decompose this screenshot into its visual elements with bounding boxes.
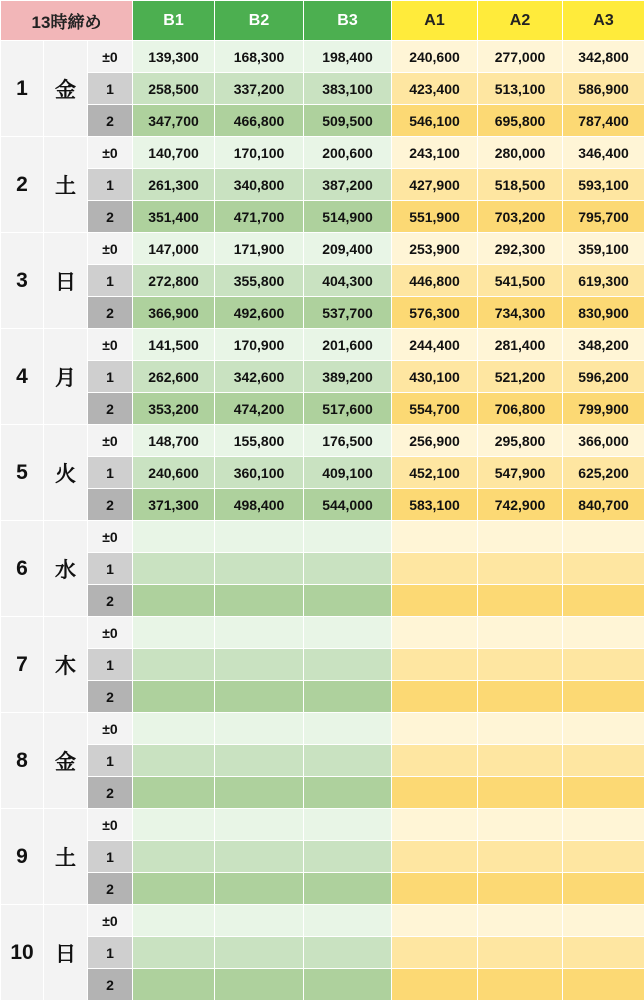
price-cell-a1 — [392, 969, 478, 1001]
price-cell-b1 — [133, 937, 215, 969]
level-label: ±0 — [88, 617, 133, 649]
price-cell-a3 — [563, 745, 644, 777]
price-cell-b2: 474,200 — [215, 393, 304, 425]
price-cell-b2: 492,600 — [215, 297, 304, 329]
price-cell-a1: 256,900 — [392, 425, 478, 457]
price-cell-a3: 586,900 — [563, 73, 644, 105]
table-row — [1, 425, 644, 457]
price-cell-a1: 583,100 — [392, 489, 478, 521]
day-number: 10 — [1, 905, 44, 1001]
price-cell-a2 — [478, 873, 563, 905]
price-cell-a2 — [478, 681, 563, 713]
price-cell-a2 — [478, 969, 563, 1001]
price-cell-a3: 342,800 — [563, 41, 644, 73]
price-cell-b3 — [304, 937, 392, 969]
level-label: 2 — [88, 297, 133, 329]
price-cell-b1 — [133, 553, 215, 585]
price-cell-a2: 547,900 — [478, 457, 563, 489]
table-row — [1, 297, 644, 329]
price-cell-a2: 541,500 — [478, 265, 563, 297]
price-cell-b3 — [304, 617, 392, 649]
level-label: 2 — [88, 777, 133, 809]
price-cell-b2: 360,100 — [215, 457, 304, 489]
table-row — [1, 457, 644, 489]
price-cell-b1 — [133, 873, 215, 905]
column-header-a3: A3 — [563, 1, 644, 41]
table-row — [1, 937, 644, 969]
price-cell-b3: 198,400 — [304, 41, 392, 73]
price-cell-b2: 168,300 — [215, 41, 304, 73]
price-cell-b1: 272,800 — [133, 265, 215, 297]
price-cell-a2 — [478, 521, 563, 553]
day-weekday: 水 — [44, 521, 88, 617]
table-row — [1, 713, 644, 745]
day-weekday: 土 — [44, 137, 88, 233]
price-cell-a3 — [563, 969, 644, 1001]
price-cell-b1: 347,700 — [133, 105, 215, 137]
price-cell-b1 — [133, 841, 215, 873]
price-cell-a2 — [478, 585, 563, 617]
level-label: 1 — [88, 457, 133, 489]
price-cell-a1 — [392, 649, 478, 681]
price-cell-a3 — [563, 937, 644, 969]
price-cell-b3: 209,400 — [304, 233, 392, 265]
price-cell-b1: 147,000 — [133, 233, 215, 265]
price-cell-b3 — [304, 873, 392, 905]
price-cell-a1 — [392, 873, 478, 905]
level-label: ±0 — [88, 809, 133, 841]
price-cell-b3: 176,500 — [304, 425, 392, 457]
price-cell-b3: 200,600 — [304, 137, 392, 169]
price-cell-b3 — [304, 553, 392, 585]
table-row — [1, 329, 644, 361]
price-cell-b1: 258,500 — [133, 73, 215, 105]
day-weekday: 火 — [44, 425, 88, 521]
price-cell-a1: 244,400 — [392, 329, 478, 361]
price-cell-a2: 292,300 — [478, 233, 563, 265]
price-cell-b2 — [215, 777, 304, 809]
day-number: 6 — [1, 521, 44, 617]
price-cell-b2 — [215, 649, 304, 681]
price-cell-a2: 295,800 — [478, 425, 563, 457]
price-cell-a1: 243,100 — [392, 137, 478, 169]
price-cell-a3: 359,100 — [563, 233, 644, 265]
price-cell-b3: 514,900 — [304, 201, 392, 233]
price-cell-b2: 155,800 — [215, 425, 304, 457]
table-row — [1, 105, 644, 137]
price-cell-b2 — [215, 745, 304, 777]
level-label: 1 — [88, 937, 133, 969]
price-cell-a3: 593,100 — [563, 169, 644, 201]
price-cell-b1: 240,600 — [133, 457, 215, 489]
table-row — [1, 265, 644, 297]
level-label: 2 — [88, 393, 133, 425]
level-label: 2 — [88, 489, 133, 521]
price-cell-a1: 546,100 — [392, 105, 478, 137]
price-cell-b2: 466,800 — [215, 105, 304, 137]
price-cell-a1: 576,300 — [392, 297, 478, 329]
level-label: ±0 — [88, 905, 133, 937]
day-number: 4 — [1, 329, 44, 425]
day-number: 1 — [1, 41, 44, 137]
price-cell-b2: 355,800 — [215, 265, 304, 297]
price-cell-b3 — [304, 745, 392, 777]
price-cell-a1: 446,800 — [392, 265, 478, 297]
price-cell-b2 — [215, 585, 304, 617]
table-row — [1, 809, 644, 841]
level-label: 2 — [88, 585, 133, 617]
level-label: ±0 — [88, 137, 133, 169]
price-cell-b2 — [215, 873, 304, 905]
level-label: 1 — [88, 361, 133, 393]
price-cell-b3: 409,100 — [304, 457, 392, 489]
price-cell-b2: 171,900 — [215, 233, 304, 265]
price-cell-a3: 799,900 — [563, 393, 644, 425]
price-cell-a2 — [478, 713, 563, 745]
price-cell-a1 — [392, 905, 478, 937]
price-cell-a3 — [563, 905, 644, 937]
price-cell-b3: 509,500 — [304, 105, 392, 137]
price-cell-b1 — [133, 617, 215, 649]
price-cell-b2 — [215, 521, 304, 553]
price-cell-b3 — [304, 905, 392, 937]
price-cell-a2 — [478, 777, 563, 809]
day-number: 5 — [1, 425, 44, 521]
price-cell-b2 — [215, 841, 304, 873]
day-number: 2 — [1, 137, 44, 233]
price-cell-b1: 140,700 — [133, 137, 215, 169]
level-label: 1 — [88, 169, 133, 201]
price-cell-b3: 517,600 — [304, 393, 392, 425]
price-cell-b1: 351,400 — [133, 201, 215, 233]
price-cell-b3: 404,300 — [304, 265, 392, 297]
price-cell-a1: 253,900 — [392, 233, 478, 265]
price-cell-b1: 141,500 — [133, 329, 215, 361]
price-cell-b1 — [133, 905, 215, 937]
price-cell-b3: 389,200 — [304, 361, 392, 393]
price-cell-a2: 706,800 — [478, 393, 563, 425]
price-cell-a3: 787,400 — [563, 105, 644, 137]
price-cell-b2 — [215, 681, 304, 713]
price-cell-b1: 262,600 — [133, 361, 215, 393]
table-row — [1, 521, 644, 553]
price-cell-b3 — [304, 649, 392, 681]
level-label: 1 — [88, 745, 133, 777]
price-cell-b2: 498,400 — [215, 489, 304, 521]
price-cell-b2 — [215, 617, 304, 649]
price-cell-b1 — [133, 521, 215, 553]
level-label: 2 — [88, 105, 133, 137]
price-cell-b3 — [304, 585, 392, 617]
price-cell-b3: 544,000 — [304, 489, 392, 521]
table-row — [1, 649, 644, 681]
price-cell-a1 — [392, 809, 478, 841]
price-cell-b2 — [215, 553, 304, 585]
price-cell-b2: 337,200 — [215, 73, 304, 105]
price-cell-a3: 348,200 — [563, 329, 644, 361]
price-cell-a1: 452,100 — [392, 457, 478, 489]
price-cell-a2: 521,200 — [478, 361, 563, 393]
day-number: 8 — [1, 713, 44, 809]
price-cell-a3: 795,700 — [563, 201, 644, 233]
table-row — [1, 169, 644, 201]
price-cell-a3 — [563, 585, 644, 617]
price-cell-b2: 471,700 — [215, 201, 304, 233]
price-cell-b3 — [304, 841, 392, 873]
day-weekday: 日 — [44, 233, 88, 329]
price-cell-a2 — [478, 745, 563, 777]
table-row — [1, 361, 644, 393]
price-cell-a1: 554,700 — [392, 393, 478, 425]
column-header-a1: A1 — [392, 1, 478, 41]
price-cell-b2: 170,900 — [215, 329, 304, 361]
table-row — [1, 489, 644, 521]
price-cell-b1: 139,300 — [133, 41, 215, 73]
price-cell-b1 — [133, 681, 215, 713]
price-cell-b1 — [133, 585, 215, 617]
table-title: 13時締め — [1, 1, 133, 41]
price-cell-b2 — [215, 905, 304, 937]
table-row — [1, 617, 644, 649]
price-cell-a1 — [392, 777, 478, 809]
table-row — [1, 905, 644, 937]
price-cell-b3 — [304, 713, 392, 745]
day-weekday: 金 — [44, 41, 88, 137]
price-cell-a3: 840,700 — [563, 489, 644, 521]
price-cell-b1 — [133, 809, 215, 841]
price-cell-a2: 518,500 — [478, 169, 563, 201]
price-cell-a3: 830,900 — [563, 297, 644, 329]
price-cell-a3 — [563, 521, 644, 553]
table-row — [1, 841, 644, 873]
table-row — [1, 393, 644, 425]
price-cell-a3: 619,300 — [563, 265, 644, 297]
price-cell-a2: 742,900 — [478, 489, 563, 521]
price-cell-a1 — [392, 553, 478, 585]
level-label: 1 — [88, 73, 133, 105]
price-cell-b3 — [304, 809, 392, 841]
price-cell-a1: 427,900 — [392, 169, 478, 201]
column-header-a2: A2 — [478, 1, 563, 41]
day-number: 9 — [1, 809, 44, 905]
column-header-b3: B3 — [304, 1, 392, 41]
table-row — [1, 969, 644, 1001]
table-row — [1, 233, 644, 265]
level-label: 1 — [88, 553, 133, 585]
price-cell-b3 — [304, 681, 392, 713]
price-cell-a2 — [478, 841, 563, 873]
price-cell-a1: 240,600 — [392, 41, 478, 73]
price-cell-a1 — [392, 585, 478, 617]
table-row — [1, 873, 644, 905]
price-cell-b1: 366,900 — [133, 297, 215, 329]
price-cell-b2 — [215, 809, 304, 841]
header-row — [1, 1, 644, 41]
price-cell-a2: 277,000 — [478, 41, 563, 73]
price-cell-a2 — [478, 553, 563, 585]
day-weekday: 土 — [44, 809, 88, 905]
table-row — [1, 777, 644, 809]
price-cell-a1 — [392, 681, 478, 713]
price-cell-b3 — [304, 969, 392, 1001]
price-cell-a3: 625,200 — [563, 457, 644, 489]
level-label: ±0 — [88, 329, 133, 361]
price-cell-a3 — [563, 681, 644, 713]
day-weekday: 月 — [44, 329, 88, 425]
price-cell-b1: 261,300 — [133, 169, 215, 201]
price-cell-a2: 280,000 — [478, 137, 563, 169]
price-cell-a1 — [392, 841, 478, 873]
level-label: ±0 — [88, 521, 133, 553]
price-cell-b1: 148,700 — [133, 425, 215, 457]
price-cell-b3: 383,100 — [304, 73, 392, 105]
column-header-b2: B2 — [215, 1, 304, 41]
level-label: ±0 — [88, 713, 133, 745]
price-cell-a3 — [563, 873, 644, 905]
price-cell-a2 — [478, 937, 563, 969]
price-cell-a3 — [563, 553, 644, 585]
price-cell-b3: 537,700 — [304, 297, 392, 329]
price-cell-b1: 371,300 — [133, 489, 215, 521]
price-cell-b2: 342,600 — [215, 361, 304, 393]
level-label: 1 — [88, 649, 133, 681]
price-cell-b2 — [215, 713, 304, 745]
price-cell-a1 — [392, 745, 478, 777]
price-cell-a2: 734,300 — [478, 297, 563, 329]
day-weekday: 木 — [44, 617, 88, 713]
price-cell-a2 — [478, 809, 563, 841]
level-label: 2 — [88, 969, 133, 1001]
column-header-b1: B1 — [133, 1, 215, 41]
price-cell-a1 — [392, 937, 478, 969]
price-cell-b2: 170,100 — [215, 137, 304, 169]
price-cell-a3 — [563, 617, 644, 649]
price-cell-b3: 201,600 — [304, 329, 392, 361]
price-cell-a1: 551,900 — [392, 201, 478, 233]
table-row — [1, 137, 644, 169]
price-cell-a2 — [478, 617, 563, 649]
price-cell-b1 — [133, 745, 215, 777]
price-cell-a2 — [478, 905, 563, 937]
price-cell-a1 — [392, 713, 478, 745]
day-weekday: 日 — [44, 905, 88, 1001]
price-cell-a3: 366,000 — [563, 425, 644, 457]
price-cell-a2: 695,800 — [478, 105, 563, 137]
level-label: 2 — [88, 201, 133, 233]
table-row — [1, 553, 644, 585]
price-cell-a3 — [563, 841, 644, 873]
price-cell-a2: 281,400 — [478, 329, 563, 361]
table-row — [1, 681, 644, 713]
level-label: ±0 — [88, 425, 133, 457]
table-row — [1, 41, 644, 73]
level-label: 1 — [88, 265, 133, 297]
level-label: ±0 — [88, 41, 133, 73]
price-cell-b2 — [215, 937, 304, 969]
price-cell-a1 — [392, 521, 478, 553]
price-cell-b1 — [133, 777, 215, 809]
price-cell-b1 — [133, 713, 215, 745]
day-weekday: 金 — [44, 713, 88, 809]
level-label: 2 — [88, 681, 133, 713]
price-cell-a2 — [478, 649, 563, 681]
price-cell-a1 — [392, 617, 478, 649]
level-label: 1 — [88, 841, 133, 873]
price-cell-b1 — [133, 649, 215, 681]
table-row — [1, 201, 644, 233]
price-cell-a1: 430,100 — [392, 361, 478, 393]
price-cell-a3 — [563, 777, 644, 809]
price-cell-a3: 596,200 — [563, 361, 644, 393]
table-row — [1, 73, 644, 105]
price-cell-a3 — [563, 809, 644, 841]
price-cell-a2: 703,200 — [478, 201, 563, 233]
price-cell-a2: 513,100 — [478, 73, 563, 105]
price-cell-b2 — [215, 969, 304, 1001]
price-cell-a3 — [563, 649, 644, 681]
day-number: 7 — [1, 617, 44, 713]
price-cell-b3: 387,200 — [304, 169, 392, 201]
price-cell-a3 — [563, 713, 644, 745]
price-cell-a3: 346,400 — [563, 137, 644, 169]
table-row — [1, 585, 644, 617]
level-label: ±0 — [88, 233, 133, 265]
table-row — [1, 745, 644, 777]
price-cell-b2: 340,800 — [215, 169, 304, 201]
price-cell-b1 — [133, 969, 215, 1001]
price-cell-a1: 423,400 — [392, 73, 478, 105]
price-cell-b3 — [304, 521, 392, 553]
level-label: 2 — [88, 873, 133, 905]
price-cell-b1: 353,200 — [133, 393, 215, 425]
day-number: 3 — [1, 233, 44, 329]
price-cell-b3 — [304, 777, 392, 809]
